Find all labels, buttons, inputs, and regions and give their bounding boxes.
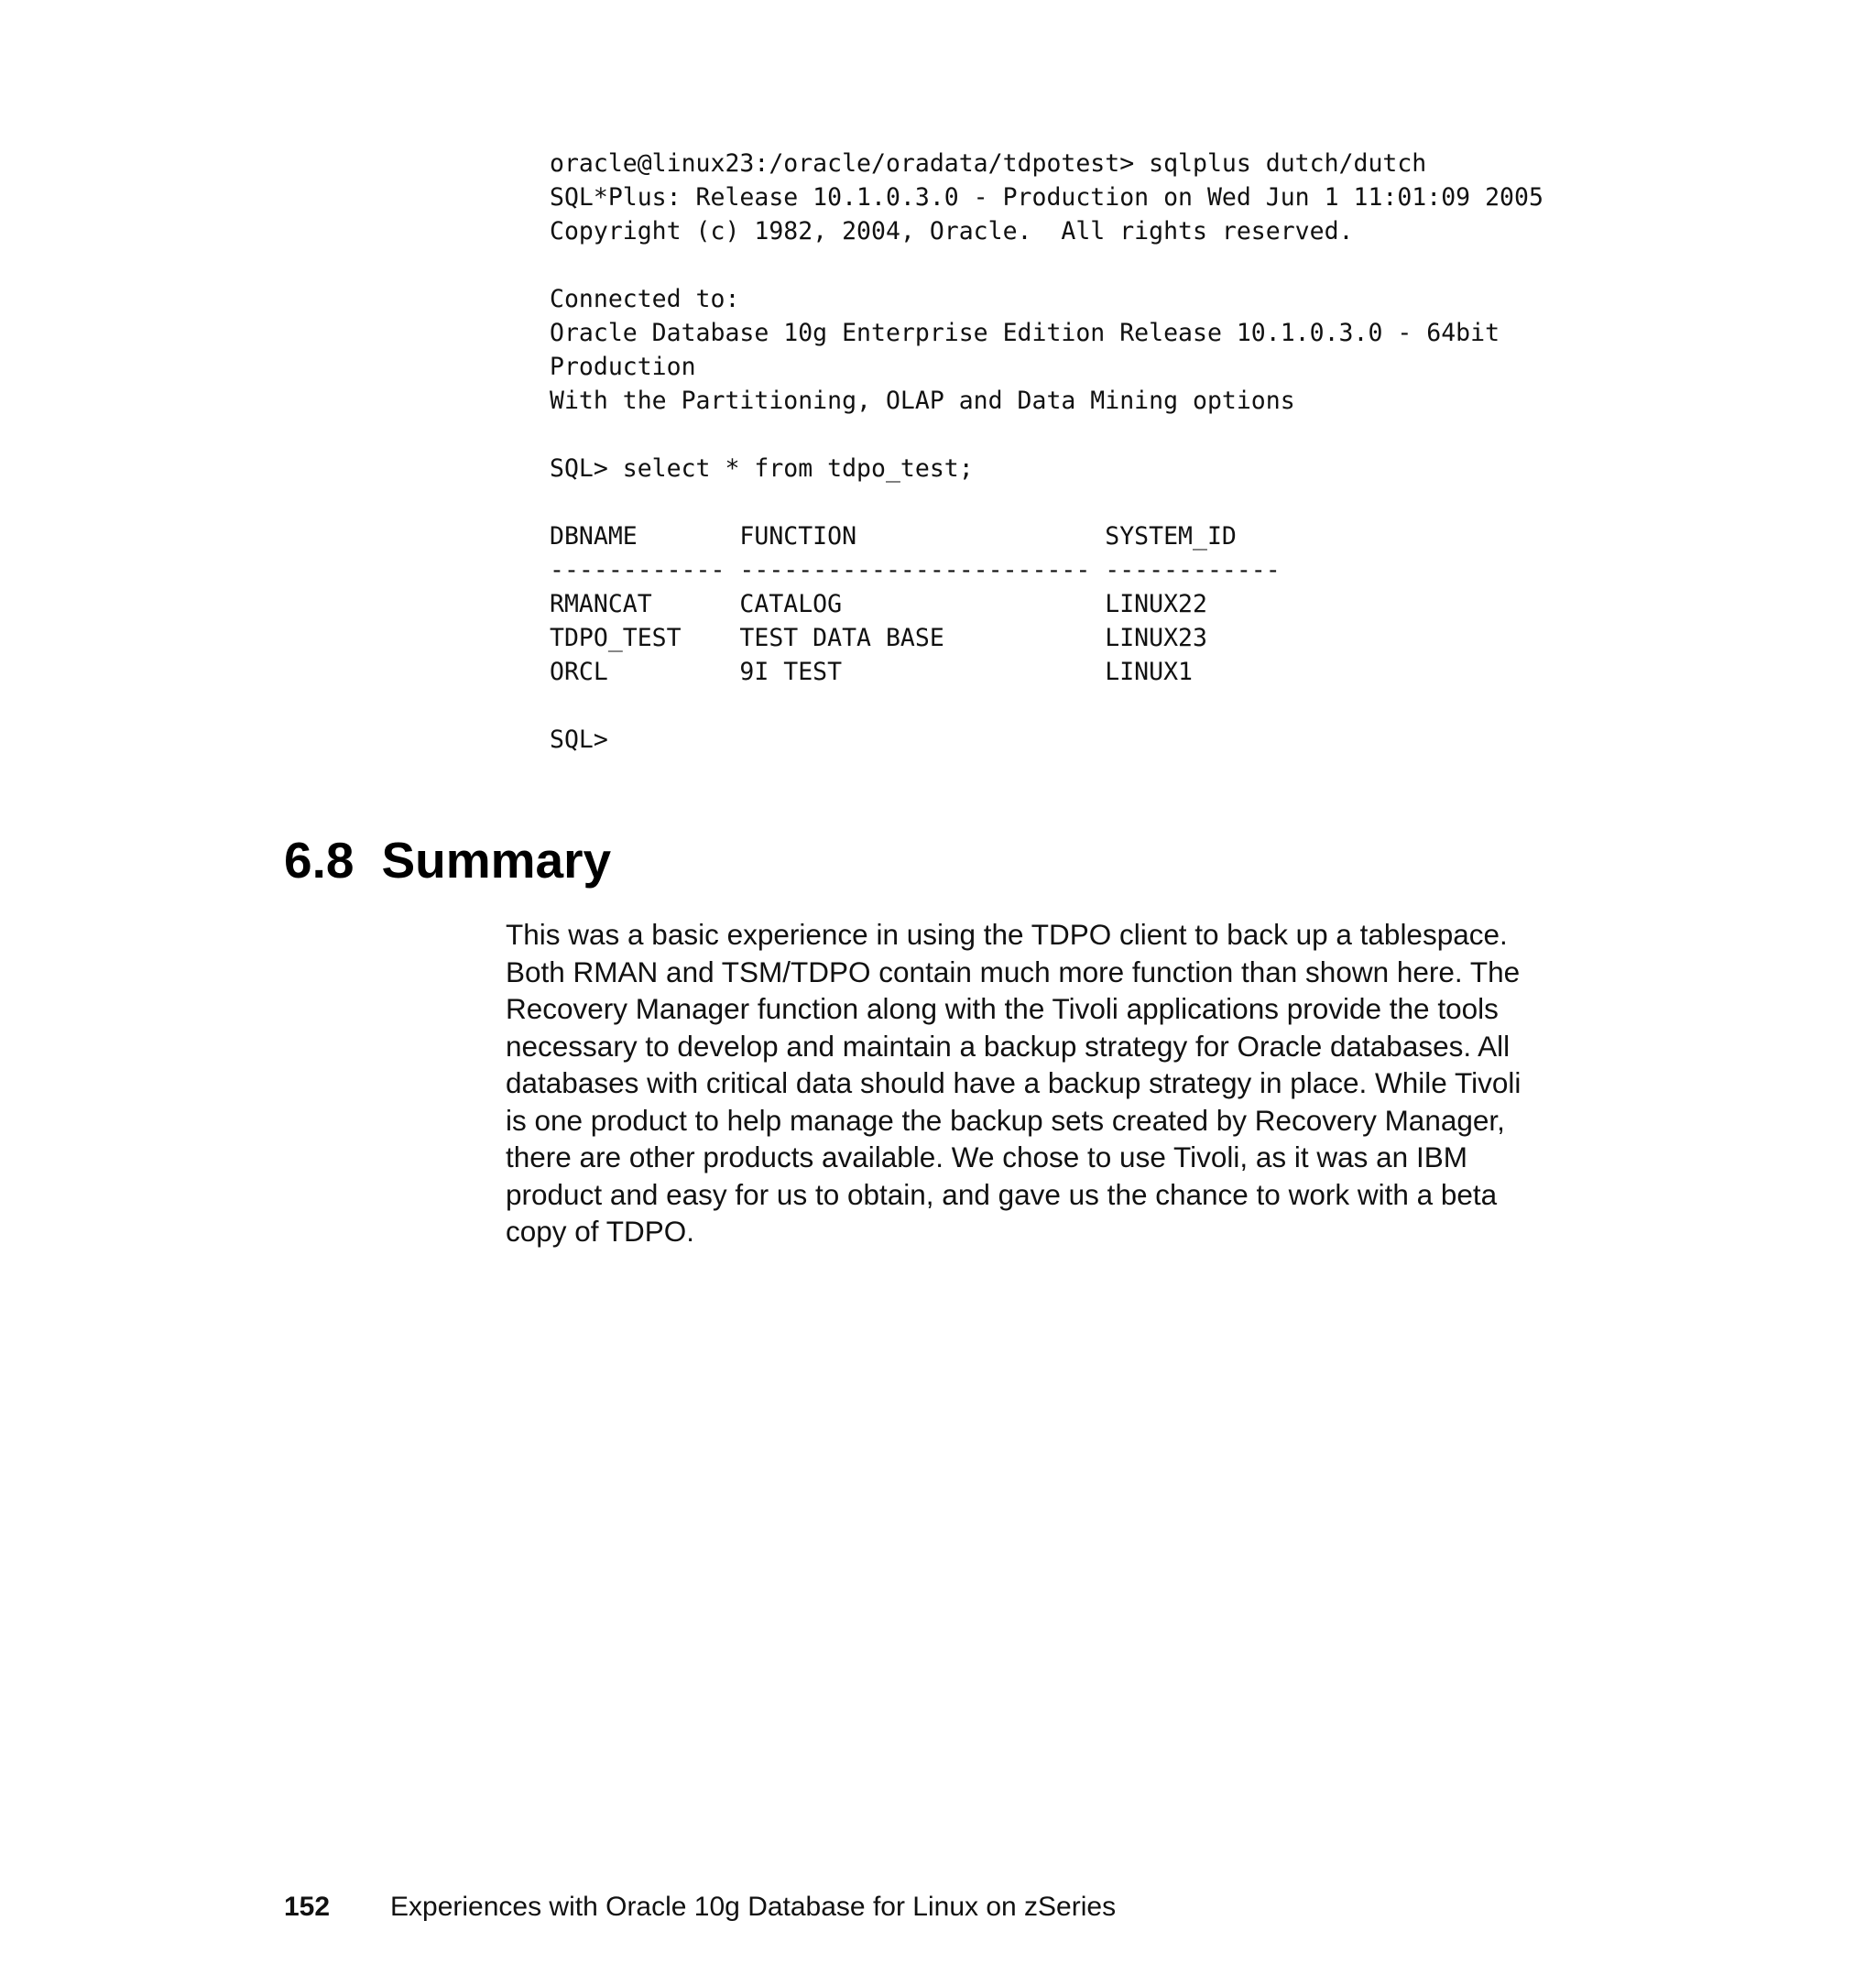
code-line: RMANCAT CATALOG LINUX22 — [550, 590, 1207, 618]
summary-line: necessary to develop and maintain a backup strategy for Oracle databases. All — [506, 1029, 1511, 1063]
code-line: Production — [550, 353, 696, 381]
code-line: With the Partitioning, OLAP and Data Mining options — [550, 387, 1295, 415]
code-line — [550, 689, 1543, 723]
code-line: Copyright (c) 1982, 2004, Oracle. All rights reserved. — [550, 217, 1354, 246]
book-title: Experiences with Oracle 10g Database for Linux on zSeries — [390, 1892, 1117, 1922]
code-line — [550, 486, 1543, 519]
code-line: ORCL 9I TEST LINUX1 — [550, 658, 1193, 686]
summary-line: there are other products available. We chose to use Tivoli, as it was an IBM — [506, 1140, 1467, 1173]
summary-line: copy of TDPO. — [506, 1215, 694, 1248]
summary-line: product and easy for us to obtain, and gave us the chance to work with a beta — [506, 1177, 1498, 1211]
summary-paragraph — [506, 916, 1605, 1250]
summary-line: This was a basic experience in using the TDPO client to back up a tablespace. — [506, 918, 1508, 951]
section-heading — [284, 830, 611, 890]
page-number: 152 — [284, 1892, 331, 1922]
section-title: Summary — [381, 832, 612, 889]
summary-line: Both RMAN and TSM/TDPO contain much more function than shown here. The — [506, 955, 1521, 988]
code-line: SQL> select * from tdpo_test; — [550, 454, 974, 483]
code-line: SQL> — [550, 726, 608, 754]
code-line: TDPO_TEST TEST DATA BASE LINUX23 — [550, 624, 1207, 652]
summary-line: Recovery Manager function along with the Tivoli applications provide the tools — [506, 992, 1499, 1025]
code-line — [550, 248, 1543, 282]
code-line: Connected to: — [550, 285, 740, 313]
code-line: SQL*Plus: Release 10.1.0.3.0 - Production on Wed Jun 1 11:01:09 2005 — [550, 183, 1543, 212]
code-line: Oracle Database 10g Enterprise Edition Release 10.1.0.3.0 - 64bit — [550, 319, 1500, 347]
code-line: oracle@linux23:/oracle/oradata/tdpotest> sqlplus dutch/dutch — [550, 149, 1427, 178]
summary-line: is one product to help manage the backup sets created by Recovery Manager, — [506, 1103, 1505, 1137]
summary-line: databases with critical data should have a backup strategy in place. While Tivoli — [506, 1066, 1522, 1099]
section-number: 6.8 — [284, 832, 354, 889]
page-footer — [284, 1889, 1116, 1926]
code-line: ------------ ------------------------ ------------ — [550, 556, 1281, 584]
code-line — [550, 418, 1543, 452]
code-line: DBNAME FUNCTION SYSTEM_ID — [550, 522, 1237, 551]
code-listing — [550, 147, 1543, 757]
